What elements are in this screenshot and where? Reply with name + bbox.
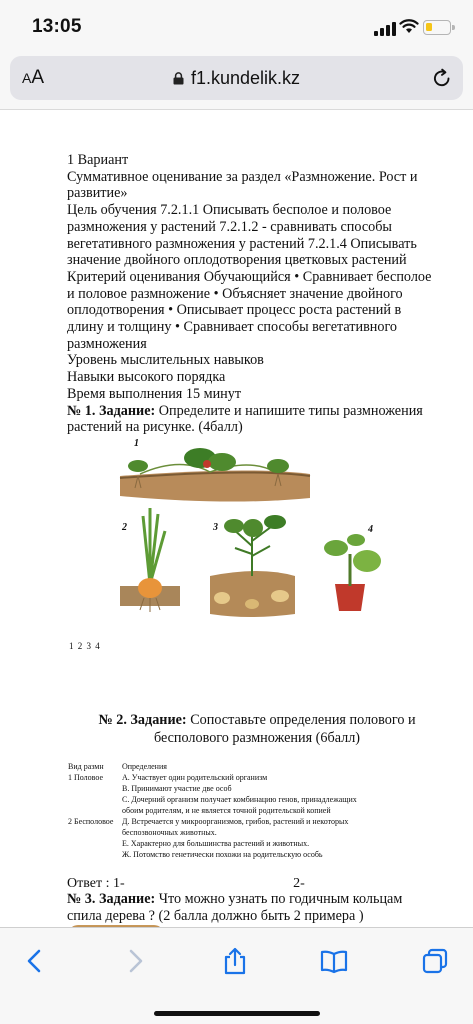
- task2-heading: № 2. Задание: Сопоставьте определения полового и бесполового размножения (6балл): [98, 712, 416, 746]
- status-time: 13:05: [32, 16, 82, 37]
- task3-heading: № 3. Задание: Что можно узнать по годичным кольцам спила дерева ? (2 балла должно быть 2 примера ): [67, 891, 403, 924]
- figure-label-2: 2: [122, 522, 127, 533]
- url-display[interactable]: [10, 68, 463, 89]
- browser-toolbar: [0, 927, 473, 1024]
- doc-line: Уровень мыслительных навыков: [67, 352, 264, 369]
- back-icon[interactable]: [20, 946, 50, 976]
- table-row: беспозвоночных животных.: [122, 828, 217, 837]
- reload-icon[interactable]: [431, 67, 453, 89]
- figure-label-3: 3: [213, 522, 218, 533]
- doc-line: размножения: [67, 335, 147, 352]
- table-row: 2 Бесполовое Д. Встречается у микроорганизмов, грибов, растений и некоторых: [68, 817, 349, 826]
- doc-line: Время выполнения 15 минут: [67, 385, 242, 402]
- forward-icon[interactable]: [120, 946, 150, 976]
- address-bar[interactable]: [10, 56, 463, 100]
- doc-line: Критерий оценивания Обучающийся • Сравнивает бесполое: [67, 268, 432, 285]
- table-row: обоим родителям, и не является точной родительской копией: [122, 806, 331, 815]
- doc-line: Суммативное оценивание за раздел «Размножение. Рост и: [67, 168, 418, 185]
- table-row: Е. Характерно для большинства растений и животных.: [122, 839, 310, 848]
- text-size-button[interactable]: AA: [22, 67, 45, 88]
- doc-line: развитие»: [67, 185, 128, 202]
- task1-heading: № 1. Задание: Определите и напишите типы размножения: [67, 402, 423, 419]
- doc-line: Навыки высокого порядка: [67, 369, 226, 386]
- share-icon[interactable]: [220, 946, 250, 976]
- table-row: В. Принимают участие две особ: [122, 784, 232, 793]
- home-indicator[interactable]: [154, 1011, 320, 1016]
- tabs-icon[interactable]: [420, 946, 450, 976]
- table-row: С. Дочерний организм получает комбинацию генов, принадлежащих: [122, 795, 357, 804]
- document-page: [0, 111, 473, 927]
- lock-icon: [173, 72, 184, 85]
- battery-icon: [423, 20, 451, 35]
- cellular-signal-icon: [374, 22, 396, 36]
- wifi-icon: [399, 18, 419, 34]
- answer-label: Ответ : 1-: [67, 876, 125, 891]
- figure-label-1: 1: [134, 438, 139, 449]
- doc-line: значение двойного оплодотворения цветковых растений: [67, 252, 407, 269]
- browser-address-area: [0, 52, 473, 110]
- plant-reproduction-figure: [110, 436, 400, 621]
- figure-label-4: 4: [368, 524, 373, 535]
- table-row: Вид размн Определения: [68, 762, 167, 771]
- url-text: f1.kundelik.kz: [190, 68, 301, 88]
- bookmarks-icon[interactable]: [319, 946, 349, 976]
- doc-line: и половое размножение • Объясняет значение двойного: [67, 285, 403, 302]
- doc-line: Цель обучения 7.2.1.1 Описывать бесполое и половое: [67, 202, 392, 219]
- table-row: 1 Половое А. Участвует один родительский организм: [68, 773, 268, 782]
- doc-line: размножения у растений 7.2.1.2 - сравнивать способы: [67, 218, 392, 235]
- table-row: Ж. Потомство генетически похожи на родительскую особь: [122, 850, 323, 859]
- doc-line: вегетативного размножения у растений 7.2.1.4 Описывать: [67, 235, 417, 252]
- figure-numbers: 1 2 3 4: [69, 641, 101, 651]
- doc-line: 1 Вариант: [67, 152, 129, 168]
- doc-line: оплодотворения • Описывает процесс роста растений в: [67, 302, 402, 319]
- document-intro: [67, 152, 447, 436]
- plant-illustration: [110, 436, 400, 621]
- answer-two: 2-: [293, 876, 305, 891]
- status-bar: [0, 0, 473, 52]
- doc-line: длину и толщину • Сравнивает способы вегетативного: [67, 319, 398, 336]
- answer-line: [67, 876, 305, 892]
- task1-heading-line2: растений на рисунке. (4балл): [67, 419, 243, 436]
- definitions-table: [68, 761, 359, 860]
